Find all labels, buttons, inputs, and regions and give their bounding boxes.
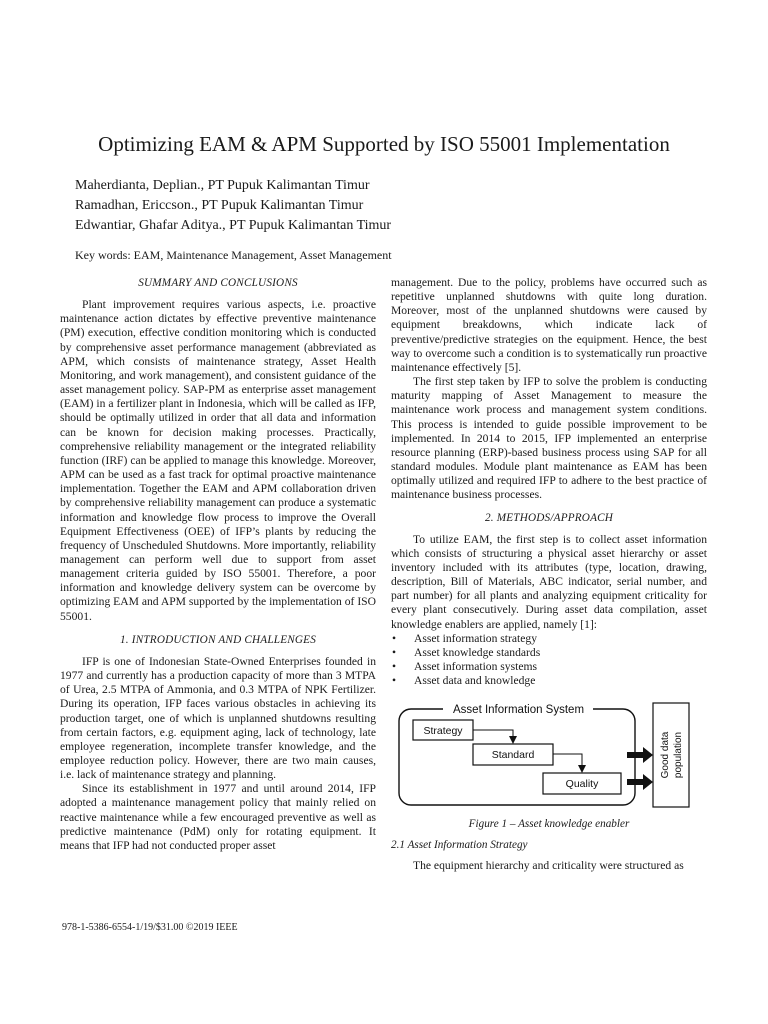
standard-label: Standard [491,748,535,761]
list-item: • Asset information systems [392,660,538,674]
bullet-icon: • [392,660,397,674]
intro-paragraph-1: IFP is one of Indonesian State-Owned Enterprises founded in 1977 and currently has a production capacity of more than 3 MTPA of Urea, 2.5 MTPA of Ammonia, and 0.3 MTPA of NPK Fertilizer. During its operation, IFP faces various obstacles in achieving its production target, one of which is unplanned shutdowns resulting from certain factors, e.g. equipment aging, lack of technology, late employee regeneration, incomplete transfer knowledge, and the employee reduction policy. However, there are two main causes, i.e. lack of maintenance strategy and planning. [60,654,376,782]
bullet-icon: • [392,674,397,688]
first-step-paragraph: The first step taken by IFP to solve the problem is conducting maturity mapping of Asset Management to measure the maintenance work process and management system conditions. This process is intended to guide possible improvement to be implemented. In 2014 to 2015, IFP implemented an enterprise resource planning (ERP)-based business process using SAP for all standard modules. Module plant maintenance as EAM has been optimally utilized and required IFP to adhere to the best practice of maintenance business processes. [391,375,707,502]
bullet-icon: • [392,645,397,659]
continued-paragraph: management. Due to the policy, problems have occurred such as repetitive unplanned shutdowns with quite long duration. Moreover, most of the unplanned shutdowns were caused by equipment breakdowns, which indicate lack of preventive/predictive strategies on the equipment. Hence, the best way to overcome such a condition is to systematically run proactive maintenance effectively [5]. [391,276,707,374]
section-heading-methods: 2. METHODS/APPROACH [484,511,614,524]
bullet-icon: • [392,631,397,645]
author-line: Edwantiar, Ghafar Aditya., PT Pupuk Kalimantan Timur [75,218,392,233]
figure-diagram [391,701,707,811]
list-item: • Asset information strategy [392,631,537,645]
left-column [60,276,376,853]
side-label-line1: Good data [660,731,671,778]
strategy-label: Strategy [423,724,463,737]
keywords: Key words: EAM, Maintenance Management, Asset Management [75,248,392,262]
figure-asset-knowledge-enabler [391,701,707,811]
methods-paragraph: To utilize EAM, the first step is to collect asset information which consists of structuring a physical asset hierarchy or asset inventory included with its attributes (type, location, drawing, description, Bill of Materials, ABC indicator, serial number, and part number) for all plants and analyzing equipment criticality for every plant consecutively. During asset data compilation, asset knowledge enablers are applied, namely [1]: [391,532,707,631]
enabler-list [391,632,707,689]
subsection-heading: 2.1 Asset Information Strategy [391,838,528,851]
figure-caption: Figure 1 – Asset knowledge enabler [468,817,630,830]
arrow-strategy-to-standard [473,730,513,743]
copyright-footer: 978-1-5386-6554-1/19/$31.00 ©2019 IEEE [62,922,238,933]
intro-paragraph-2: Since its establishment in 1977 and until around 2014, IFP adopted a maintenance management policy that mainly relied on reactive maintenance while a few encouraged preventive as well as predictive maintenance (PdM) only for rotating equipment. It means that IFP had not conducted proper asset [60,782,376,852]
author-line: Maherdianta, Deplian., PT Pupuk Kalimantan Timur [75,178,370,193]
right-column [391,276,707,873]
list-item: • Asset data and knowledge [392,674,536,688]
system-label: Asset Information System [453,703,585,716]
last-paragraph: The equipment hierarchy and criticality were structured as [413,858,684,872]
paper-title: Optimizing EAM & APM Supported by ISO 55001 Implementation [98,132,670,156]
section-heading-introduction: 1. INTRODUCTION AND CHALLENGES [119,633,316,646]
output-arrow-upper [627,747,653,763]
author-line: Ramadhan, Ericcson., PT Pupuk Kalimantan Timur [75,198,364,213]
output-arrow-lower [627,774,653,790]
side-label-line2: population [673,731,684,778]
summary-paragraph: Plant improvement requires various aspects, i.e. proactive maintenance action dictates by effective preventive maintenance (PM) execution, effective condition monitoring which is conducted by comprehensive asset performance management (abbreviated as APM, which consists of maintenance strategy, Asset Health Monitoring, and work management), and consistent guidance of the asset management policy. SAP-PM as enterprise asset management (EAM) in a fertilizer plant in Indonesia, which will be called as IFP, should be optimally utilized in order that all data and information can be known for decision making processes. Practically, comprehensive reliability management or the integrated reliability function (IRF) can be applied to manage this knowledge. Moreover, APM can be used as a fast track for optimal proactive maintenance implementation. Together the EAM and APM collaboration driven by comprehensive reliability management can produce a systematic information and knowledge flow process to improve the Overall Equipment Effectiveness (OEE) of IFP’s plants by reducing the frequency of Unscheduled Shutdowns. More importantly, reliability management can perform well due to support from asset management criteria guided by ISO 55001. Therefore, a poor information and knowledge delivery system can be overcome by optimizing EAM and APM supported by the implementation of ISO 55001. [60,298,376,623]
section-heading-summary: SUMMARY AND CONCLUSIONS [138,277,298,289]
list-item: • Asset knowledge standards [392,645,541,659]
author-list [75,176,391,236]
quality-label: Quality [565,777,599,790]
arrow-standard-to-quality [553,754,582,772]
